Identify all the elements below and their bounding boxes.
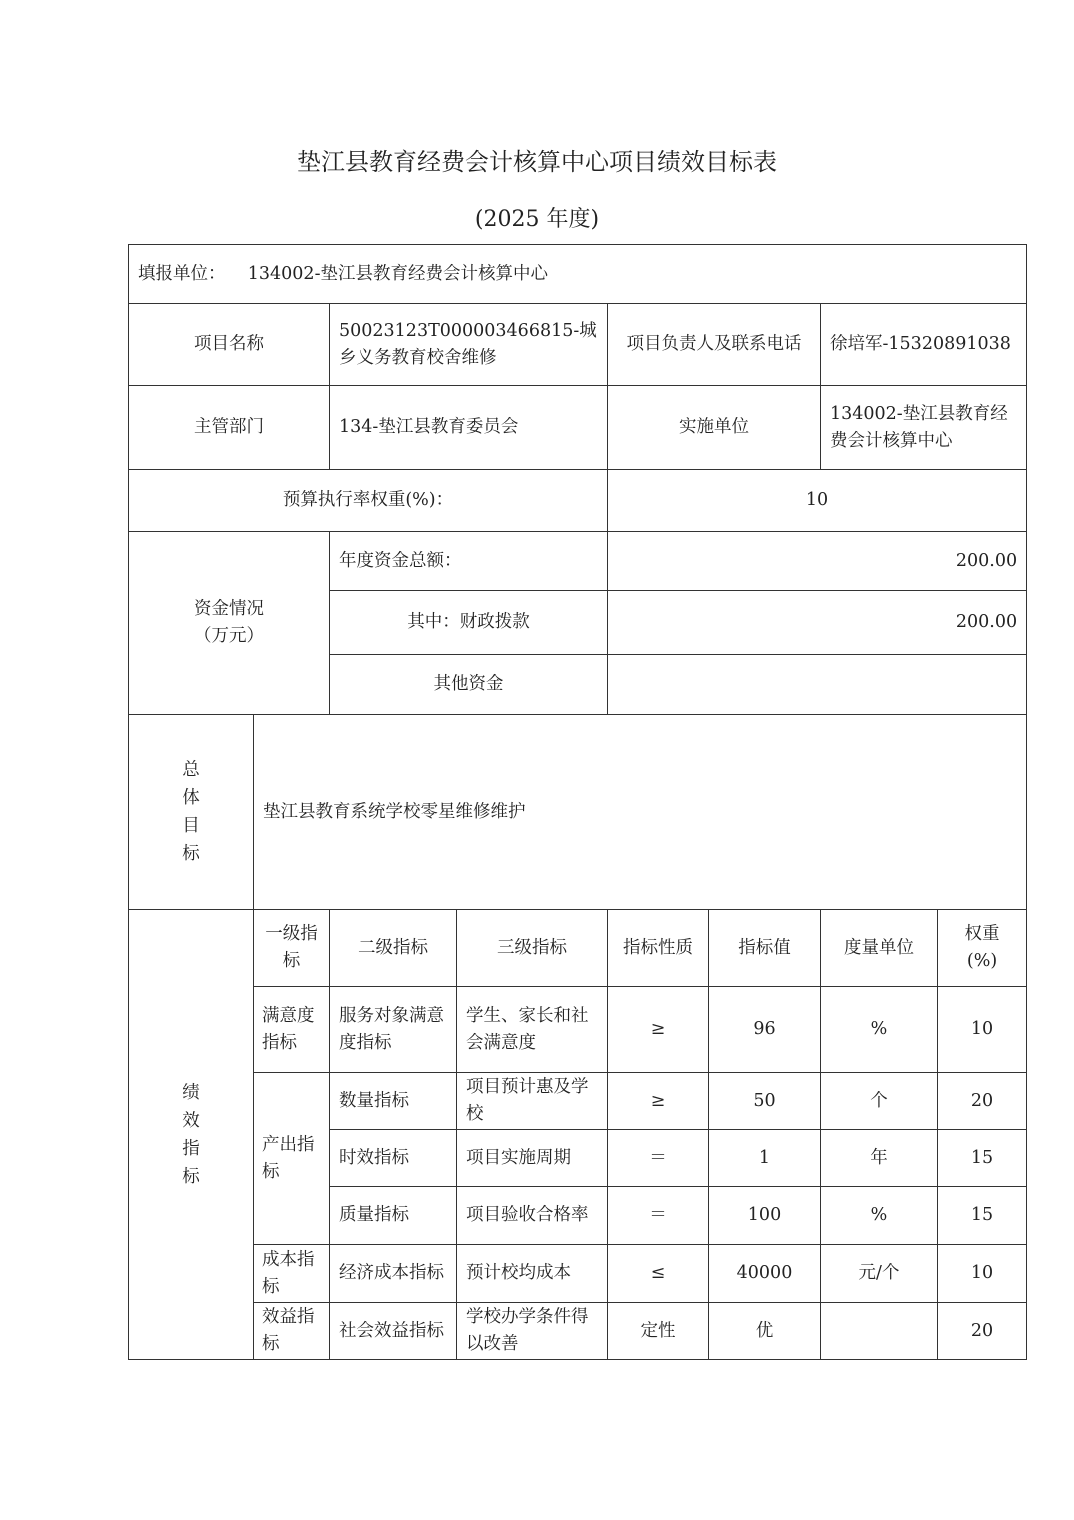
value-cell: 1 [709, 1130, 821, 1187]
group-cost: 成本指标 [254, 1245, 330, 1303]
group-output: 产出指标 [254, 1073, 330, 1245]
table-row [129, 1245, 1027, 1303]
impl-unit-label: 实施单位 [608, 386, 821, 470]
funds-other-value [608, 655, 1027, 715]
nature-cell: ＝ [608, 1130, 709, 1187]
nature-cell: ≥ [608, 987, 709, 1073]
weight-cell: 15 [938, 1187, 1027, 1245]
unit-cell [821, 1303, 938, 1360]
performance-target-table [128, 244, 1027, 1360]
level2-cell: 数量指标 [330, 1073, 457, 1130]
weight-cell: 15 [938, 1130, 1027, 1187]
department-label: 主管部门 [129, 386, 330, 470]
header-unit: 度量单位 [821, 910, 938, 987]
unit-cell: % [821, 1187, 938, 1245]
table-row [129, 1303, 1027, 1360]
header-level2: 二级指标 [330, 910, 457, 987]
funds-other-label: 其他资金 [330, 655, 608, 715]
budget-rate-label: 预算执行率权重(%)： [129, 470, 608, 532]
level3-cell: 项目实施周期 [457, 1130, 608, 1187]
weight-cell: 20 [938, 1303, 1027, 1360]
weight-cell: 20 [938, 1073, 1027, 1130]
contact-value: 徐培军-15320891038 [821, 304, 1027, 386]
funds-label: 资金情况（万元） [129, 532, 330, 715]
level3-cell: 学校办学条件得以改善 [457, 1303, 608, 1360]
unit-cell: 元/个 [821, 1245, 938, 1303]
value-cell: 96 [709, 987, 821, 1073]
weight-cell: 10 [938, 987, 1027, 1073]
value-cell: 40000 [709, 1245, 821, 1303]
funds-fiscal-value: 200.00 [608, 591, 1027, 655]
header-weight: 权重(%) [938, 910, 1027, 987]
level3-cell: 学生、家长和社会满意度 [457, 987, 608, 1073]
value-cell: 50 [709, 1073, 821, 1130]
overall-goal-value: 垫江县教育系统学校零星维修维护 [254, 715, 1027, 910]
table-row [129, 1073, 1027, 1130]
weight-cell: 10 [938, 1245, 1027, 1303]
funds-fiscal-label: 其中：财政拨款 [330, 591, 608, 655]
project-name-label: 项目名称 [129, 304, 330, 386]
report-unit-row [129, 245, 1027, 304]
unit-cell: 年 [821, 1130, 938, 1187]
value-cell: 优 [709, 1303, 821, 1360]
indicators-label: 绩效指标 [129, 910, 254, 1360]
header-level3: 三级指标 [457, 910, 608, 987]
level2-cell: 时效指标 [330, 1130, 457, 1187]
level2-cell: 经济成本指标 [330, 1245, 457, 1303]
document-title: 垫江县教育经费会计核算中心项目绩效目标表 [297, 148, 777, 176]
nature-cell: ≤ [608, 1245, 709, 1303]
level2-cell: 质量指标 [330, 1187, 457, 1245]
contact-label: 项目负责人及联系电话 [608, 304, 821, 386]
group-satisfaction: 满意度指标 [254, 987, 330, 1073]
nature-cell: ≥ [608, 1073, 709, 1130]
level3-cell: 预计校均成本 [457, 1245, 608, 1303]
overall-goal-label: 总体目标 [129, 715, 254, 910]
impl-unit-value: 134002-垫江县教育经费会计核算中心 [821, 386, 1027, 470]
report-unit-label: 填报单位： [138, 263, 226, 284]
header-level1: 一级指标 [254, 910, 330, 987]
budget-rate-value: 10 [608, 470, 1027, 532]
funds-total-label: 年度资金总额： [330, 532, 608, 591]
level2-cell: 社会效益指标 [330, 1303, 457, 1360]
level2-cell: 服务对象满意度指标 [330, 987, 457, 1073]
nature-cell: ＝ [608, 1187, 709, 1245]
report-unit-value: 134002-垫江县教育经费会计核算中心 [247, 263, 548, 284]
document-subtitle: (2025 年度) [474, 207, 600, 232]
unit-cell: % [821, 987, 938, 1073]
header-value: 指标值 [709, 910, 821, 987]
header-nature: 指标性质 [608, 910, 709, 987]
level3-cell: 项目验收合格率 [457, 1187, 608, 1245]
value-cell: 100 [709, 1187, 821, 1245]
nature-cell: 定性 [608, 1303, 709, 1360]
group-benefit: 效益指标 [254, 1303, 330, 1360]
table-row [129, 987, 1027, 1073]
department-value: 134-垫江县教育委员会 [330, 386, 608, 470]
project-name-value: 50023123T000003466815-城乡义务教育校舍维修 [330, 304, 608, 386]
funds-total-value: 200.00 [608, 532, 1027, 591]
level3-cell: 项目预计惠及学校 [457, 1073, 608, 1130]
unit-cell: 个 [821, 1073, 938, 1130]
